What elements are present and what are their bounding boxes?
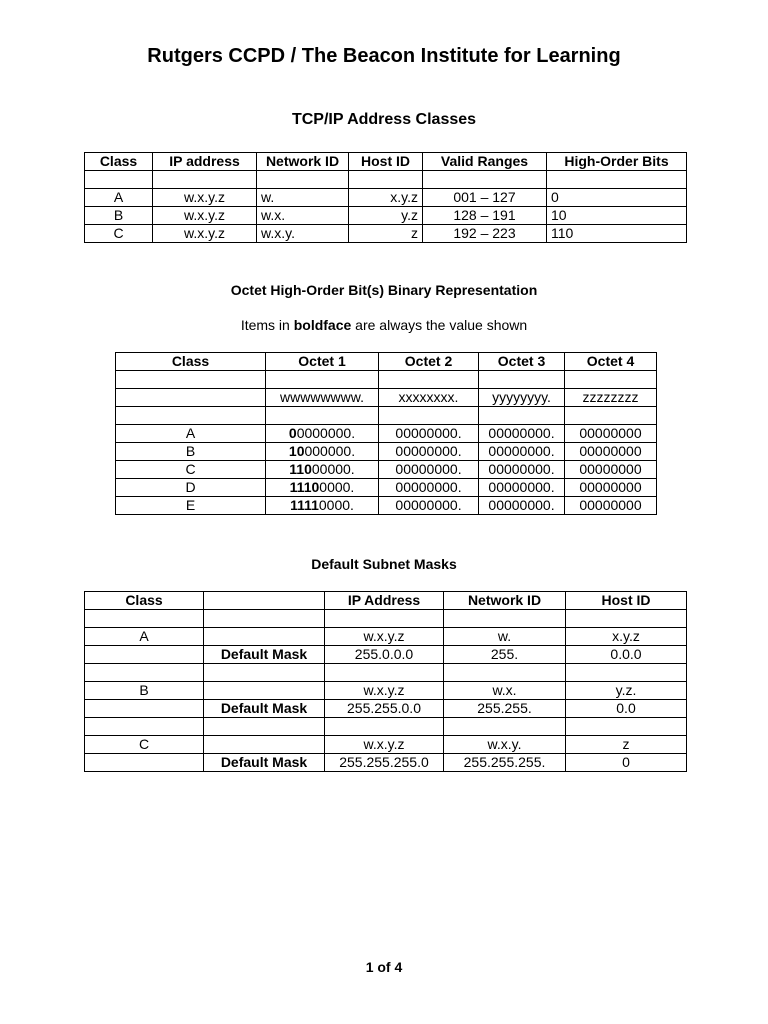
- mask-row: [85, 700, 687, 718]
- cell: E: [116, 497, 266, 515]
- cell: 10: [547, 207, 687, 225]
- cell: y.z: [349, 207, 423, 225]
- mask-row: [85, 754, 687, 772]
- cell: 00000000.: [379, 443, 479, 461]
- variable-bits: 000000.: [304, 443, 356, 459]
- cell: A: [85, 628, 204, 646]
- empty-row: [85, 664, 687, 682]
- variable-bits: 0000000.: [296, 425, 356, 441]
- note-prefix: Items in: [240, 317, 294, 333]
- cell: w.x.y.z: [153, 225, 257, 243]
- column-header: Octet 3: [479, 353, 565, 371]
- column-header: Octet 4: [565, 353, 657, 371]
- cell: 00000000.: [479, 461, 565, 479]
- cell: [266, 461, 379, 479]
- cell: 0.0.0: [566, 646, 687, 664]
- section-title-octet-bits: Octet High-Order Bit(s) Binary Representation: [230, 282, 538, 298]
- page-title: Rutgers CCPD / The Beacon Institute for Learning: [147, 45, 621, 67]
- cell: D: [116, 479, 266, 497]
- table-row: [85, 207, 687, 225]
- cell: w.: [257, 189, 349, 207]
- cell: 00000000: [565, 425, 657, 443]
- column-header: Octet 2: [379, 353, 479, 371]
- cell: 00000000: [565, 443, 657, 461]
- address-classes-table: [84, 152, 687, 243]
- cell: 00000000.: [379, 479, 479, 497]
- cell: wwwwwwww.: [266, 389, 379, 407]
- mask-label: Default Mask: [204, 646, 325, 664]
- fixed-bits: 110: [289, 461, 312, 477]
- column-header: Host ID: [349, 153, 423, 171]
- section-title-address-classes: TCP/IP Address Classes: [291, 111, 477, 128]
- page-number: 1 of 4: [365, 959, 403, 975]
- cell: w.x.y.: [444, 736, 566, 754]
- column-header: IP address: [153, 153, 257, 171]
- empty-row: [116, 407, 657, 425]
- cell: z: [349, 225, 423, 243]
- cell: w.x.: [257, 207, 349, 225]
- cell: x.y.z: [566, 628, 687, 646]
- cell: w.x.y.z: [325, 736, 444, 754]
- cell: w.x.y.z: [153, 189, 257, 207]
- cell: 255.0.0.0: [325, 646, 444, 664]
- cell: 128 – 191: [423, 207, 547, 225]
- empty-row: [85, 718, 687, 736]
- empty-row: [85, 610, 687, 628]
- subnet-masks-table: [84, 591, 687, 772]
- cell: 00000000: [565, 461, 657, 479]
- cell: 0: [566, 754, 687, 772]
- cell: w.x.y.z: [325, 682, 444, 700]
- cell: 00000000: [565, 479, 657, 497]
- table-header-row: [85, 153, 687, 171]
- fixed-bits: 1110: [289, 479, 320, 495]
- mask-label: Default Mask: [204, 700, 325, 718]
- table-row: [116, 461, 657, 479]
- cell: [266, 425, 379, 443]
- column-header: Class: [85, 153, 153, 171]
- cell: x.y.z: [349, 189, 423, 207]
- cell: 00000000.: [479, 425, 565, 443]
- table-row: [85, 189, 687, 207]
- cell: zzzzzzzz: [565, 389, 657, 407]
- cell: 0: [547, 189, 687, 207]
- variable-bits: 00000.: [311, 461, 355, 477]
- cell: 00000000.: [379, 497, 479, 515]
- cell: C: [116, 461, 266, 479]
- cell: C: [85, 736, 204, 754]
- table-row: [116, 497, 657, 515]
- column-header: [204, 592, 325, 610]
- cell: B: [85, 682, 204, 700]
- cell: z: [566, 736, 687, 754]
- cell: A: [116, 425, 266, 443]
- cell: [266, 443, 379, 461]
- column-header: Host ID: [566, 592, 687, 610]
- column-header: Valid Ranges: [423, 153, 547, 171]
- cell: w.x.y.z: [325, 628, 444, 646]
- placeholder-row: [116, 389, 657, 407]
- column-header: High-Order Bits: [547, 153, 687, 171]
- note-bold-word: boldface: [293, 317, 352, 333]
- column-header: Class: [85, 592, 204, 610]
- table-row: [85, 682, 687, 700]
- cell: yyyyyyyy.: [479, 389, 565, 407]
- variable-bits: 0000.: [318, 497, 354, 513]
- cell: [266, 479, 379, 497]
- cell: y.z.: [566, 682, 687, 700]
- empty-row: [85, 171, 687, 189]
- table-header-row: [85, 592, 687, 610]
- cell: w.x.: [444, 682, 566, 700]
- column-header: IP Address: [325, 592, 444, 610]
- cell: 255.255.: [444, 700, 566, 718]
- cell: w.x.y.: [257, 225, 349, 243]
- cell: 255.: [444, 646, 566, 664]
- table-row: [85, 628, 687, 646]
- table-row: [85, 225, 687, 243]
- column-header: Class: [116, 353, 266, 371]
- mask-label: Default Mask: [204, 754, 325, 772]
- fixed-bits: 1111: [290, 497, 319, 513]
- variable-bits: 0000.: [319, 479, 355, 495]
- cell: A: [85, 189, 153, 207]
- cell: B: [85, 207, 153, 225]
- cell: 255.255.255.: [444, 754, 566, 772]
- cell: 00000000: [565, 497, 657, 515]
- cell: [266, 497, 379, 515]
- cell: 00000000.: [479, 443, 565, 461]
- cell: 001 – 127: [423, 189, 547, 207]
- cell: 00000000.: [479, 497, 565, 515]
- fixed-bits: 10: [288, 443, 305, 459]
- empty-row: [116, 371, 657, 389]
- table-row: [85, 736, 687, 754]
- cell: 0.0: [566, 700, 687, 718]
- section-title-subnet-masks: Default Subnet Masks: [311, 556, 457, 572]
- note-suffix: are always the value shown: [351, 317, 528, 333]
- table-row: [116, 443, 657, 461]
- octet-bits-table: [115, 352, 657, 515]
- table-row: [116, 479, 657, 497]
- cell: 110: [547, 225, 687, 243]
- table-header-row: [116, 353, 657, 371]
- boldface-note: [0, 317, 768, 333]
- column-header: Octet 1: [266, 353, 379, 371]
- mask-row: [85, 646, 687, 664]
- table-row: [116, 425, 657, 443]
- cell: 00000000.: [479, 479, 565, 497]
- cell: 00000000.: [379, 425, 479, 443]
- column-header: Network ID: [257, 153, 349, 171]
- cell: 255.255.0.0: [325, 700, 444, 718]
- fixed-bits: 0: [288, 425, 297, 441]
- cell: C: [85, 225, 153, 243]
- cell: w.x.y.z: [153, 207, 257, 225]
- cell: 255.255.255.0: [325, 754, 444, 772]
- cell: 00000000.: [379, 461, 479, 479]
- cell: xxxxxxxx.: [379, 389, 479, 407]
- cell: 192 – 223: [423, 225, 547, 243]
- column-header: Network ID: [444, 592, 566, 610]
- cell: B: [116, 443, 266, 461]
- cell: w.: [444, 628, 566, 646]
